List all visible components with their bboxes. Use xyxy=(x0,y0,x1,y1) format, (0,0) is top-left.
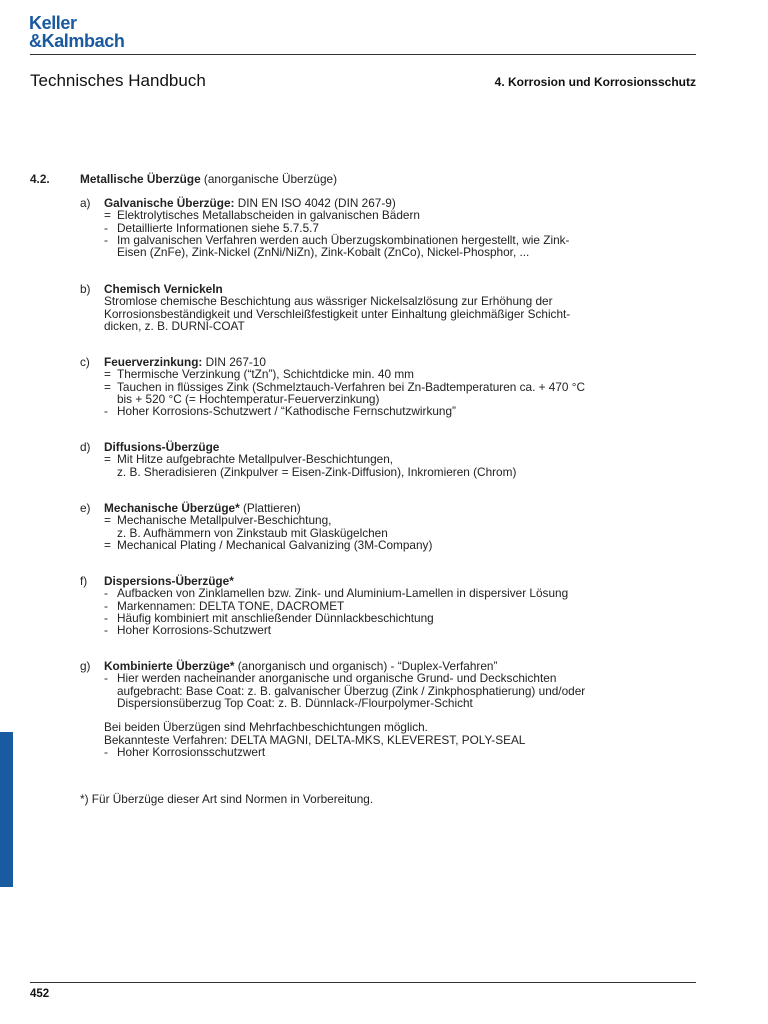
item-letter: f) xyxy=(80,574,88,588)
list-item xyxy=(104,381,694,393)
item-title: Galvanische Überzüge: xyxy=(104,196,235,210)
list-text: Aufbacken von Zinklamellen bzw. Zink- und Aluminium-Lamellen in dispersiver Lösung xyxy=(117,586,569,601)
list-continuation: Dispersionsüberzug Top Coat: z. B. Dünnlack-/Flourpolymer-Schicht xyxy=(117,695,473,710)
list-text: Detaillierte Informationen siehe 5.7.5.7 xyxy=(117,220,319,235)
footnote: *) Für Überzüge dieser Art sind Normen in Vorbereitung. xyxy=(80,792,374,806)
handbook-title: Technisches Handbuch xyxy=(30,71,206,90)
item-letter: e) xyxy=(80,501,91,515)
item-letter: b) xyxy=(80,282,91,296)
list-text: Mechanical Plating / Mechanical Galvanizing (3M-Company) xyxy=(117,537,433,552)
item-letter: a) xyxy=(80,196,91,210)
list-marker: - xyxy=(104,610,108,625)
paragraph-line: Stromlose chemische Beschichtung aus wässriger Nickelsalzlösung zur Erhöhung der xyxy=(104,294,553,309)
list-continuation: z. B. Sheradisieren (Zinkpulver = Eisen-Zink-Diffusion), Inkromieren (Chrom) xyxy=(117,464,517,479)
item-letter: d) xyxy=(80,440,91,454)
list-text: Elektrolytisches Metallabscheiden in galvanischen Bädern xyxy=(117,208,420,223)
section-heading xyxy=(80,173,337,185)
list-marker: - xyxy=(104,745,108,760)
list-text: Mit Hitze aufgebrachte Metallpulver-Beschichtungen, xyxy=(117,452,394,467)
header-rule xyxy=(30,54,696,55)
list-item xyxy=(104,624,694,636)
list-continuation: bis + 520 °C (= Hochtemperatur-Feuerverzinkung) xyxy=(117,391,380,406)
item-title-rest: (Plattieren) xyxy=(239,501,301,515)
list-item xyxy=(104,234,694,246)
list-marker: = xyxy=(104,537,111,552)
item-title: Mechanische Überzüge* xyxy=(104,501,240,515)
list-marker: - xyxy=(104,623,108,638)
list-marker: = xyxy=(104,208,111,223)
list-marker: = xyxy=(104,379,111,394)
item-title: Kombinierte Überzüge* xyxy=(104,659,235,673)
list-marker: - xyxy=(104,220,108,235)
item-title-rest: (anorganisch und organisch) - “Duplex-Verfahren” xyxy=(234,659,498,673)
item-title-rest: DIN 267-10 xyxy=(202,355,266,369)
list-item xyxy=(104,453,694,465)
section-subtitle: (anorganische Überzüge) xyxy=(200,172,338,186)
logo-line-1: Keller xyxy=(29,13,77,33)
list-text: Hoher Korrosions-Schutzwert xyxy=(117,623,272,638)
list-text: Hoher Korrosionsschutzwert xyxy=(117,745,266,760)
item-letter: g) xyxy=(80,659,91,673)
list-marker: = xyxy=(104,367,111,382)
item-title: Feuerverzinkung: xyxy=(104,355,203,369)
list-text: Hier werden nacheinander anorganische und organische Grund- und Deckschichten xyxy=(117,671,557,686)
list-continuation: aufgebracht: Base Coat: z. B. galvanischer Überzug (Zink / Zinkphosphatierung) und/oder xyxy=(117,683,586,698)
section-number: 4.2. xyxy=(30,172,50,186)
logo-line-2: &Kalmbach xyxy=(29,31,125,51)
list-marker: = xyxy=(104,452,111,467)
list-marker: - xyxy=(104,598,108,613)
list-item xyxy=(104,405,694,417)
list-text: Markennamen: DELTA TONE, DACROMET xyxy=(117,598,345,613)
item-title: Dispersions-Überzüge* xyxy=(104,574,234,588)
company-logo xyxy=(29,14,124,50)
list-continuation: Eisen (ZnFe), Zink-Nickel (ZnNi/NiZn), Zink-Kobalt (ZnCo), Nickel-Phosphor, ... xyxy=(117,245,530,260)
list-text: Thermische Verzinkung (“tZn”), Schichtdicke min. 40 mm xyxy=(117,367,414,382)
section-title: Metallische Überzüge xyxy=(80,172,201,186)
item-title: Diffusions-Überzüge xyxy=(104,440,220,454)
page-number: 452 xyxy=(30,988,50,1000)
item-title: Chemisch Vernickeln xyxy=(104,282,223,296)
chapter-title: 4. Korrosion und Korrosionsschutz xyxy=(494,75,696,89)
list-item xyxy=(104,672,694,684)
item-letter: c) xyxy=(80,355,90,369)
list-marker: - xyxy=(104,671,108,686)
list-text: Im galvanischen Verfahren werden auch Überzugskombinationen hergestellt, wie Zink- xyxy=(117,232,570,247)
list-marker: - xyxy=(104,586,108,601)
list-item xyxy=(104,514,694,526)
list-continuation: z. B. Aufhämmern von Zinkstaub mit Glaskügelchen xyxy=(117,525,388,540)
footer-rule xyxy=(30,982,696,983)
list-text: Tauchen in flüssiges Zink (Schmelztauch-Verfahren bei Zn-Badtemperaturen ca. + 470 °C xyxy=(117,379,585,394)
list-marker: = xyxy=(104,513,111,528)
list-text: Mechanische Metallpulver-Beschichtung, xyxy=(117,513,332,528)
paragraph-line: dicken, z. B. DURNI-COAT xyxy=(104,318,245,333)
chapter-side-tab xyxy=(0,732,13,887)
paragraph-line: Bekannteste Verfahren: DELTA MAGNI, DELTA-MKS, KLEVEREST, POLY-SEAL xyxy=(104,732,526,747)
paragraph-line: Korrosionsbeständigkeit und Verschleißfestigkeit unter Einhaltung gleichmäßiger Schicht- xyxy=(104,306,571,321)
list-text: Hoher Korrosions-Schutzwert / “Kathodische Fernschutzwirkung” xyxy=(117,404,456,419)
list-marker: - xyxy=(104,232,108,247)
list-item xyxy=(104,746,694,758)
item-title-rest: DIN EN ISO 4042 (DIN 267-9) xyxy=(234,196,396,210)
paragraph-line: Bei beiden Überzügen sind Mehrfachbeschichtungen möglich. xyxy=(104,720,428,735)
list-item xyxy=(104,539,694,551)
list-marker: - xyxy=(104,404,108,419)
list-text: Häufig kombiniert mit anschließender Dünnlackbeschichtung xyxy=(117,610,434,625)
